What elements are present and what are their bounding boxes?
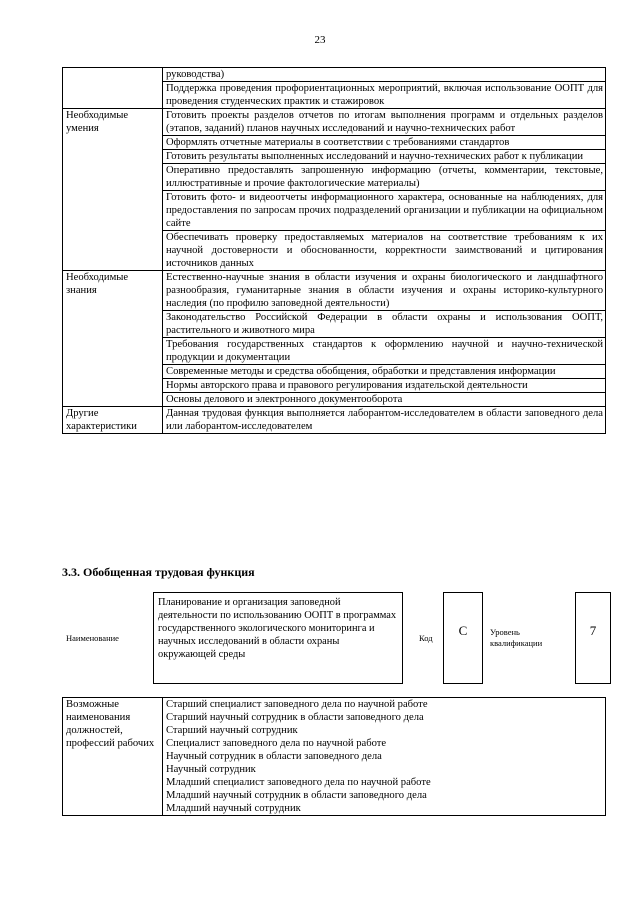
- table-row: [63, 68, 606, 82]
- row-item-text: Оперативно предоставлять запрошенную информацию (отчеты, комментарии, текстовые, иллюстративные и прочие фактологические материалы): [163, 164, 606, 191]
- positions-list: [163, 698, 606, 816]
- position-item: Старший научный сотрудник: [166, 725, 298, 736]
- row-item-text: Требования государственных стандартов к оформлению научной и научно-технической продукции и документации: [163, 338, 606, 365]
- row-item-text: Данная трудовая функция выполняется лаборантом-исследователем в области заповедного дела или лаборантом-исследователем: [163, 407, 606, 434]
- row-category-label: Необходимые умения: [63, 109, 163, 271]
- skills-table: [62, 67, 606, 434]
- position-item: Младший научный сотрудник: [166, 803, 301, 814]
- function-name-box: Планирование и организация заповедной деятельности по использованию ООПТ в программах государственного экологического мониторинга и научных исследований в области охраны окружающей среды: [153, 592, 403, 684]
- positions-label: Возможные наименования должностей, профессий рабочих: [63, 698, 163, 816]
- level-label: Уровень квалификации: [490, 627, 543, 648]
- code-box: C: [443, 592, 483, 684]
- position-item: Старший специалист заповедного дела по научной работе: [166, 699, 428, 710]
- row-item-text: Нормы авторского права и правового регулирования издательской деятельности: [163, 379, 606, 393]
- code-label: Код: [419, 633, 433, 643]
- table-row: [63, 271, 606, 311]
- section-title: 3.3. Обобщенная трудовая функция: [62, 565, 255, 579]
- position-item: Младший научный сотрудник в области заповедного дела: [166, 790, 427, 801]
- positions-table: [62, 697, 606, 816]
- row-item-text: Основы делового и электронного документооборота: [163, 393, 606, 407]
- row-category-label: Другие характеристики: [63, 407, 163, 434]
- page-number: 23: [314, 34, 326, 46]
- row-item-text: Готовить фото- и видеоотчеты информационного характера, основанные на наблюдениях, для предоставления по запросам прочих подразделений организации и публикации на официальном сайте: [163, 191, 606, 231]
- row-item-text: Обеспечивать проверку предоставляемых материалов на соответствие требованиям к их научной достоверности и обоснованности, корректности заимствований и цитирования источников данных: [163, 231, 606, 271]
- row-item-text: руководства): [163, 68, 606, 82]
- row-item-text: Современные методы и средства обобщения, обработки и представления информации: [163, 365, 606, 379]
- name-label: Наименование: [66, 633, 119, 643]
- position-item: Старший научный сотрудник в области заповедного дела: [166, 712, 424, 723]
- row-item-text: Готовить результаты выполненных исследований и научно-технических работ к публикации: [163, 150, 606, 164]
- row-item-text: Готовить проекты разделов отчетов по итогам выполнения программ и отдельных разделов (этапов, заданий) планов научных исследований и научно-технических работ: [163, 109, 606, 136]
- row-category-label: [63, 68, 163, 109]
- position-item: Научный сотрудник в области заповедного дела: [166, 751, 382, 762]
- level-box: 7: [575, 592, 611, 684]
- position-item: Научный сотрудник: [166, 764, 256, 775]
- row-item-text: Естественно-научные знания в области изучения и охраны биологического и ландшафтного разнообразия, гуманитарные знания в области изучения и охраны историко-культурного наследия (по профилю заповедной деятельности): [163, 271, 606, 311]
- row-item-text: Оформлять отчетные материалы в соответствии с требованиями стандартов: [163, 136, 606, 150]
- position-item: Младший специалист заповедного дела по научной работе: [166, 777, 431, 788]
- row-item-text: Законодательство Российской Федерации в области охраны и использования ООПТ, растительного и животного мира: [163, 311, 606, 338]
- table-row: [63, 109, 606, 136]
- table-row: [63, 407, 606, 434]
- table-row: [63, 698, 606, 816]
- row-item-text: Поддержка проведения профориентационных мероприятий, включая использование ООПТ для проведения студенческих практик и стажировок: [163, 82, 606, 109]
- position-item: Специалист заповедного дела по научной работе: [166, 738, 387, 749]
- row-category-label: Необходимые знания: [63, 271, 163, 407]
